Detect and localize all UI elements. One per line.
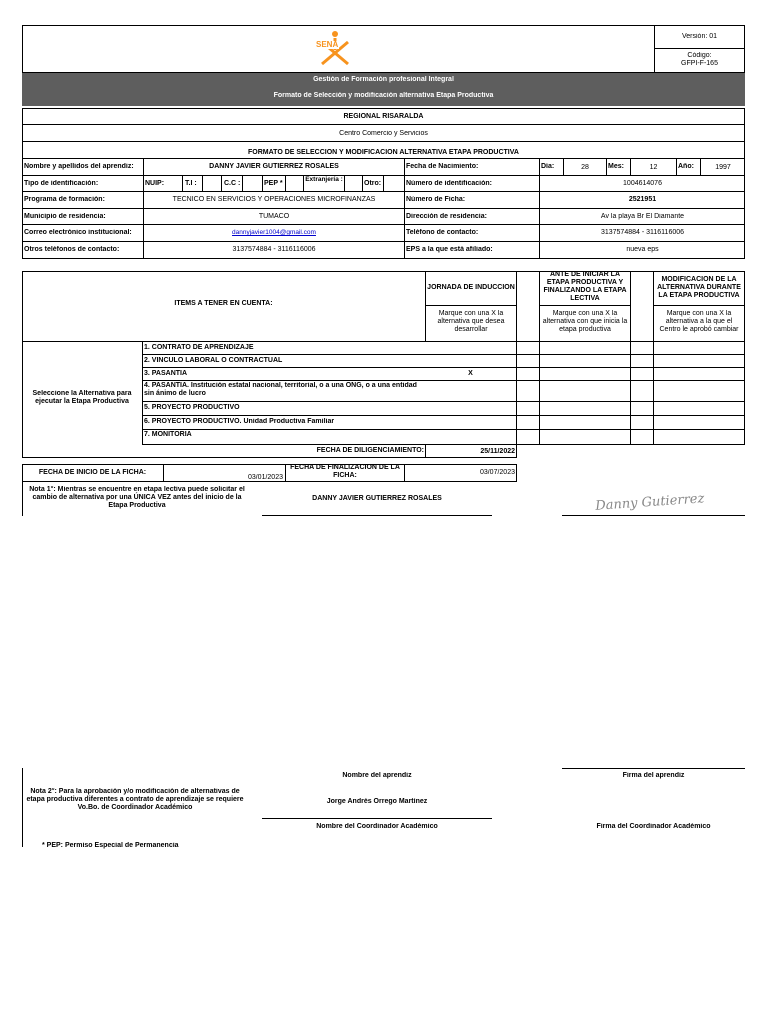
header-title-2: Formato de Selección y modificación alternativa Etapa Productiva [273, 92, 494, 99]
cc-label: C.C : [224, 180, 241, 187]
items-header: ITEMS A TENER EN CUENTA: [174, 300, 273, 307]
inicio-ficha-label: FECHA DE INICIO DE LA FICHA: [38, 469, 147, 476]
direccion-value[interactable]: Av la playa Br El Diamante [600, 213, 685, 220]
name-value[interactable]: DANNY JAVIER GUTIERREZ ROSALES [209, 163, 339, 170]
nota-2: Nota 2°: Para la aprobación y/o modificación de alternativas de etapa productiva diferentes a contrato de aprendizaje se requiere Vo.Bo. de Coordinador Académico [26, 788, 244, 811]
inicio-ficha-value[interactable]: 03/01/2023 [247, 474, 283, 481]
ficha-label: Número de Ficha: [406, 196, 466, 203]
year-value[interactable]: 1997 [715, 164, 731, 171]
day-value[interactable]: 28 [581, 164, 589, 171]
col-modificacion-note: Marque con una X la alternativa a la que el Centro le aprobó cambiar [659, 310, 739, 333]
id-number-value[interactable]: 1004614076 [623, 180, 662, 187]
program-value[interactable]: TECNICO EN SERVICIOS Y OPERACIONES MICROFINANZAS [172, 196, 376, 203]
col-induccion-note: Marque con una X la alternativa que desea desarrollar [437, 310, 505, 333]
header-title-1: Gestión de Formación profesional Integral [313, 76, 454, 83]
col-modificacion-header: MODIFICACIÓN DE LA ALTERNATIVA DURANTE LA ETAPA PRODUCTIVA [657, 276, 741, 299]
option-label: 6. PROYECTO PRODUCTIVO. Unidad Productiva Familiar [144, 418, 335, 425]
year-label: Año: [678, 163, 694, 170]
firma-coord-label: Firma del Coordinador Académico [596, 823, 711, 830]
option-label: 5. PROYECTO PRODUCTIVO [144, 404, 240, 411]
col-induccion-header: JORNADA DE INDUCCIÓN [427, 284, 515, 291]
col-inicio-header: ANTE DE INICIAR LA ETAPA PRODUCTIVA Y FINALIZANDO LA ETAPA LECTIVA [543, 271, 627, 302]
signature-text: Danny Gutierrez [594, 491, 705, 512]
option-label: 7. MONITORÍA [144, 431, 192, 438]
nuip-label: NUIP: [145, 180, 165, 187]
sena-logo [310, 30, 360, 66]
telefono-value[interactable]: 3137574884 - 3116116006 [600, 229, 685, 236]
coordinador-name: Jorge Andrés Orrego Martínez [326, 798, 428, 805]
day-label: Día: [541, 163, 555, 170]
name-label: Nombre y apellidos del aprendiz: [24, 163, 134, 170]
eps-label: EPS a la que está afiliado: [406, 246, 493, 253]
col-inicio-note: Marque con una X la alternativa con que inicia la etapa productiva [542, 310, 628, 333]
fecha-dilig-value[interactable]: 25/11/2022 [480, 448, 515, 455]
program-label: Programa de formación: [24, 196, 105, 203]
option-label: 4. PASANTÍA. Institución estatal nacional, territorial, o a una ONG, o a una entidad sin ánimo de lucro [144, 382, 417, 397]
nota-1: Nota 1°: Mientras se encuentre en etapa lectiva puede solicitar el cambio de alternativa por una ÚNICA VEZ antes del inicio de la Etapa Productiva [29, 486, 245, 509]
code-value: GFPI-F-165 [681, 60, 718, 67]
firma-aprendiz-label: Firma del aprendiz [622, 772, 685, 779]
regional-text: REGIONAL RISARALDA [343, 113, 424, 120]
code-label: Código: [687, 52, 712, 59]
otros-tel-value[interactable]: 3137574884 - 3116116006 [232, 246, 316, 253]
option-label: 1. CONTRATO DE APRENDIZAJE [144, 344, 254, 351]
id-type-label: Tipo de identificación: [24, 180, 99, 187]
telefono-label: Teléfono de contacto: [406, 229, 479, 236]
id-number-label: Número de identificación: [406, 180, 492, 187]
apprentice-signature [590, 486, 740, 512]
extranjeria-label: Extranjería : [305, 176, 343, 183]
eps-value[interactable]: nueva eps [626, 246, 659, 253]
version-text: Versión: 01 [681, 33, 718, 40]
fin-ficha-label: FECHA DE FINALIZACION DE LA FICHA: [290, 464, 400, 479]
centro-text: Centro Comercio y Servicios [339, 130, 428, 137]
option-mark-induccion[interactable]: X [468, 370, 473, 377]
municipio-value[interactable]: TUMACO [258, 213, 290, 220]
pep-note: * PEP: Permiso Especial de Permanencia [42, 842, 179, 849]
month-value[interactable]: 12 [649, 164, 658, 171]
email-label: Correo electrónico institucional: [24, 229, 132, 236]
municipio-label: Municipio de residencia: [24, 213, 106, 220]
nombre-coord-label: Nombre del Coordinador Académico [316, 823, 438, 830]
select-alternative-label: Seleccione la Alternativa para ejecutar la Etapa Productiva [32, 390, 132, 405]
month-label: Mes: [608, 163, 624, 170]
otro-label: Otro: [364, 180, 382, 187]
ficha-value[interactable]: 2521951 [628, 196, 657, 203]
nombre-aprendiz-label: Nombre del aprendiz [342, 772, 412, 779]
fecha-dilig-label: FECHA DE DILIGENCIAMIENTO: [316, 447, 424, 454]
option-label: 2. VINCULO LABORAL O CONTRACTUAL [144, 357, 283, 364]
direccion-label: Dirección de residencia: [406, 213, 487, 220]
option-label: 3. PASANTÍA [144, 370, 188, 377]
form-title: FORMATO DE SELECCIÓN Y MODIFICACIÓN ALTERNATIVA ETAPA PRODUCTIVA [248, 149, 519, 156]
sena-logo-text: SENA [316, 41, 339, 49]
signer-name: DANNY JAVIER GUTIERREZ ROSALES [312, 495, 442, 502]
otros-tel-label: Otros teléfonos de contacto: [24, 246, 120, 253]
birth-label: Fecha de Nacimiento: [406, 163, 479, 170]
email-value[interactable]: dannyjavier1004@gmail.com [232, 229, 316, 236]
pep-label: PEP * [264, 180, 283, 187]
ti-label: T.I : [185, 180, 197, 187]
fin-ficha-value[interactable]: 03/07/2023 [479, 469, 515, 476]
